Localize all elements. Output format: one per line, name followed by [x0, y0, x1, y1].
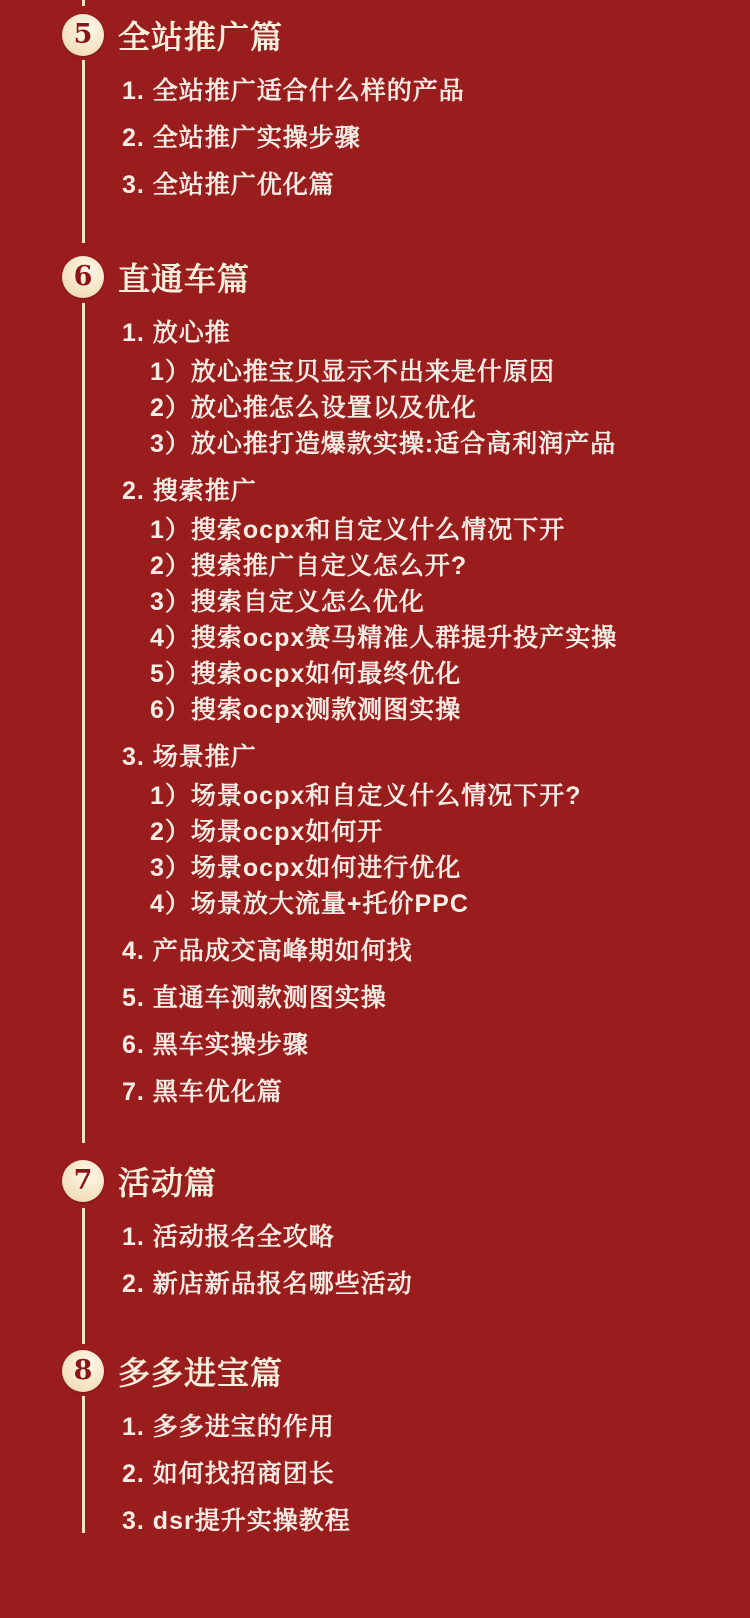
outline-subitem: 2）放心推怎么设置以及优化	[150, 394, 477, 422]
outline-item: 6. 黑车实操步骤	[122, 1031, 309, 1059]
outline-subitem: 3）放心推打造爆款实操:适合高利润产品	[150, 430, 617, 458]
section-header	[62, 256, 730, 298]
outline-item: 2. 如何找招商团长	[122, 1460, 335, 1488]
section-title: 多多进宝篇	[118, 1355, 284, 1391]
outline-item: 7. 黑车优化篇	[122, 1078, 283, 1106]
outline-subitem: 6）搜索ocpx测款测图实操	[150, 696, 462, 724]
section-title: 活动篇	[118, 1165, 218, 1201]
outline-subitem: 3）搜索自定义怎么优化	[150, 588, 425, 616]
outline-item: 1. 放心推	[122, 319, 231, 347]
section-header	[62, 1350, 730, 1392]
section-number: 8	[73, 1354, 93, 1386]
section-huodong	[62, 1160, 730, 1297]
outline-subitem: 2）搜索推广自定义怎么开?	[150, 552, 468, 580]
outline-subitem: 3）场景ocpx如何进行优化	[150, 854, 462, 882]
timeline-rail-segment	[82, 0, 85, 6]
section-number: 6	[73, 260, 93, 292]
outline-item: 4. 产品成交高峰期如何找	[122, 937, 413, 965]
outline-item: 1. 全站推广适合什么样的产品	[122, 77, 465, 105]
outline-subitem: 1）搜索ocpx和自定义什么情况下开	[150, 516, 566, 544]
outline-item: 2. 新店新品报名哪些活动	[122, 1270, 413, 1298]
section-item-list	[62, 78, 730, 198]
section-header	[62, 14, 730, 56]
section-quanzhan-tuiguang	[62, 14, 730, 198]
section-duoduo-jinbao	[62, 1350, 730, 1534]
outline-item: 5. 直通车测款测图实操	[122, 984, 387, 1012]
outline-subitem: 4）场景放大流量+托价PPC	[150, 890, 469, 918]
section-title: 直通车篇	[118, 261, 251, 297]
section-header	[62, 1160, 730, 1202]
outline-subitem: 1）场景ocpx和自定义什么情况下开?	[150, 782, 582, 810]
outline-subitem: 1）放心推宝贝显示不出来是什原因	[150, 358, 555, 386]
outline-subitem: 2）场景ocpx如何开	[150, 818, 384, 846]
section-number-badge	[62, 1350, 104, 1392]
section-item-list	[62, 1224, 730, 1297]
outline-subitem: 4）搜索ocpx赛马精准人群提升投产实操	[150, 624, 618, 652]
outline-item: 1. 活动报名全攻略	[122, 1223, 335, 1251]
section-item-list	[62, 1414, 730, 1534]
section-item-list	[62, 320, 730, 1105]
outline-item: 3. dsr提升实操教程	[122, 1507, 351, 1535]
outline-subitem: 5）搜索ocpx如何最终优化	[150, 660, 462, 688]
section-number-badge	[62, 14, 104, 56]
section-title: 全站推广篇	[118, 19, 284, 55]
section-number: 5	[73, 18, 93, 50]
outline-item: 3. 全站推广优化篇	[122, 171, 335, 199]
section-number: 7	[73, 1164, 93, 1196]
section-zhitongche	[62, 256, 730, 1105]
section-number-badge	[62, 1160, 104, 1202]
outline-item: 3. 场景推广	[122, 743, 257, 771]
section-number-badge	[62, 256, 104, 298]
outline-item: 2. 搜索推广	[122, 477, 257, 505]
outline-item: 1. 多多进宝的作用	[122, 1413, 335, 1441]
outline-item: 2. 全站推广实操步骤	[122, 124, 361, 152]
